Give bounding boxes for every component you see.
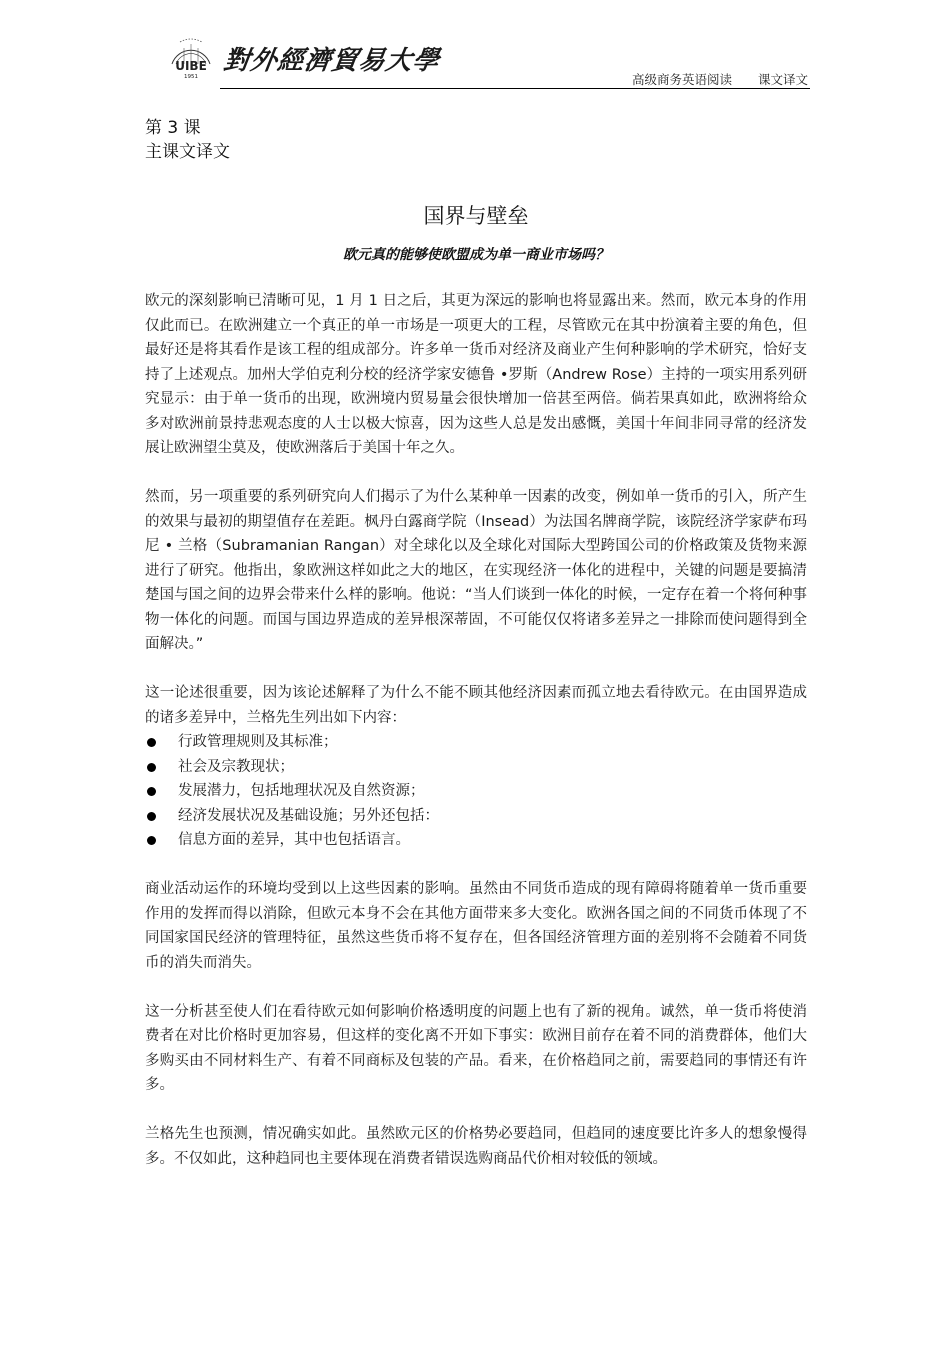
list-item-text: 经济发展状况及基础设施；另外还包括： — [178, 807, 439, 824]
lesson-number: 第 3 课 — [145, 118, 201, 138]
section-name: 课文译文 — [757, 72, 808, 87]
university-seal-icon — [166, 34, 216, 80]
logo-year: 1951 — [184, 74, 198, 80]
list-item — [145, 779, 807, 804]
list-item-text: 信息方面的差异，其中也包括语言。 — [178, 832, 410, 848]
university-name: 對外經濟貿易大學 — [221, 46, 442, 76]
lesson-subheading: 主课文译文 — [145, 142, 230, 162]
header-divider — [220, 88, 810, 89]
paragraph: 欧元的深刻影响已清晰可见，1 月 1 日之后，其更为深远的影响也将显露出来。然而，欧元本身的作用仅此而已。在欧洲建立一个真正的单一市场是一项更大的工程，尽管欧元在其中扮演着主要的角色，但最好还是将其看作是该工程的组成部分。许多单一货币对经济及商业产生何种影响的学术研究，恰好支持了上述观点。加州大学伯克利分校的经济学家安德鲁 •罗斯（Andrew Rose）主持的一项实用系列研究显示：由于单一货币的出现，欧洲境内贸易量会很快增加一倍甚至两倍。倘若果真如此，欧洲将给众多对欧洲前景持悲观态度的人士以极大惊喜，因为这些人总是发出感慨，美国十年间非同寻常的经济发展让欧洲望尘莫及，使欧洲落后于美国十年之久。 — [145, 293, 807, 456]
paragraph: 商业活动运作的环境均受到以上这些因素的影响。虽然由不同货币造成的现有障碍将随着单一货币重要作用的发挥而得以消除，但欧元本身不会在其他方面带来多大变化。欧洲各国之间的不同货币体现了不同国家国民经济的管理特征，虽然这些货币将不复存在，但各国经济管理方面的差别将不会随着不同货币的消失而消失。 — [145, 881, 807, 971]
bullet-icon — [147, 763, 156, 772]
list-item-text: 行政管理规则及其标准； — [178, 734, 338, 750]
list-item — [145, 755, 807, 780]
paragraph: 然而，另一项重要的系列研究向人们揭示了为什么某种单一因素的改变，例如单一货币的引入，所产生的效果与最初的期望值存在差距。枫丹白露商学院（Insead）为法国名牌商学院，该院经济学家萨布玛尼 • 兰格（Subramanian Rangan）对全球化以及全球化对国际大型跨国公司的价格政策及货物来源进行了研究。他指出，象欧洲这样如此之大的地区，在实现经济一体化的进程中，关键的问题是要搞清楚国与国之间的边界会带来什么样的影响。他说：“当人们谈到一体化的时候，一定存在着一个将何种事物一体化的问题。而国与国边界造成的差异根深蒂固，不可能仅仅将诸多差异之一排除而使问题得到全面解决。” — [145, 489, 807, 652]
article-title: 国界与壁垒 — [423, 204, 529, 228]
lesson-heading — [145, 116, 230, 164]
list-item — [145, 804, 807, 829]
paragraph: 这一分析甚至使人们在看待欧元如何影响价格透明度的问题上也有了新的视角。诚然，单一货币将使消费者在对比价格时更加容易，但这样的变化离不开如下事实：欧洲目前存在着不同的消费群体，他们大多购买由不同材料生产、有着不同商标及包装的产品。看来，在价格趋同之前，需要趋同的事情还有许多。 — [145, 1003, 807, 1093]
paragraph: 这一论述很重要，因为该论述解释了为什么不能不顾其他经济因素而孤立地去看待欧元。在由国界造成的诸多差异中，兰格先生列出如下内容： — [145, 685, 807, 726]
list-item-text: 社会及宗教现状； — [178, 758, 294, 775]
university-logo — [160, 34, 442, 84]
bullet-icon — [147, 787, 156, 796]
course-name: 高级商务英语阅读 — [631, 72, 732, 87]
bullet-icon — [147, 836, 156, 845]
bullet-icon — [147, 738, 156, 747]
list-item — [145, 828, 807, 853]
logo-text: UIBE — [175, 59, 207, 73]
paragraph: 兰格先生也预测，情况确实如此。虽然欧元区的价格势必要趋同，但趋同的速度要比许多人的想象慢得多。不仅如此，这种趋同也主要体现在消费者错误选购商品代价相对较低的领域。 — [145, 1126, 807, 1167]
list-item-text: 发展潜力，包括地理状况及自然资源； — [178, 783, 425, 799]
article-subtitle: 欧元真的能够使欧盟成为单一商业市场吗？ — [343, 247, 609, 263]
header-info — [632, 70, 808, 88]
bullet-list — [145, 730, 807, 853]
list-item — [145, 730, 807, 755]
page-header — [160, 34, 810, 90]
bullet-icon — [147, 812, 156, 821]
article-body — [145, 289, 807, 1196]
